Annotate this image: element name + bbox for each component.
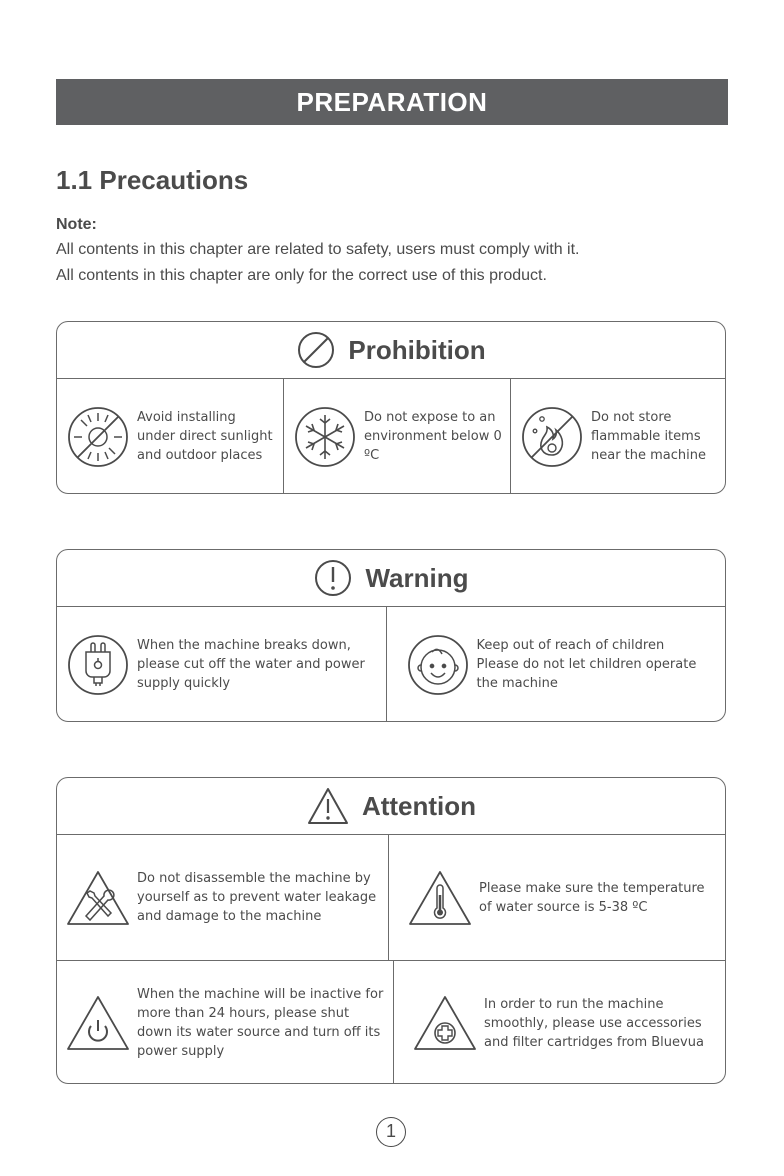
warning-header — [57, 550, 725, 607]
attention-item — [57, 961, 393, 1084]
section-title: 1.1 Precautions — [56, 165, 249, 195]
flammable-prohibited-icon — [520, 405, 584, 469]
warning-title: Warning — [365, 562, 469, 593]
note-line-2: All contents in this chapter are only for the correct use of this product. — [56, 267, 547, 284]
exclamation-icon — [313, 558, 353, 598]
warning-item — [57, 607, 386, 722]
child-face-icon — [406, 633, 470, 697]
prohibition-title: Prohibition — [348, 334, 486, 365]
attention-item — [388, 835, 725, 960]
prohibition-text-2: Do not expose to an environment below 0 ºC — [364, 410, 502, 463]
attention-title: Attention — [361, 790, 477, 821]
attention-header — [57, 778, 725, 835]
thermometer-triangle-icon — [406, 868, 474, 928]
prohibition-icon — [296, 330, 336, 370]
page-number: 1 — [376, 1117, 406, 1147]
medical-cross-triangle-icon — [411, 993, 479, 1053]
attention-text-4: In order to run the machine smoothly, please use accessories and filter cartridges from Bluevua — [484, 996, 704, 1050]
snowflake-icon — [293, 405, 357, 469]
prohibition-header — [57, 322, 725, 379]
note-line-1: All contents in this chapter are related to safety, users must comply with it. — [56, 241, 580, 258]
attention-text-3: When the machine will be inactive for more than 24 hours, please shut down its water source and turn off its power supply — [137, 987, 384, 1059]
power-triangle-icon — [64, 993, 132, 1053]
prohibition-item — [283, 379, 510, 494]
plug-icon — [66, 633, 130, 697]
prohibition-item — [57, 379, 283, 494]
prohibition-text-1: Avoid installing under direct sunlight and outdoor places — [137, 410, 273, 463]
warning-text-1: When the machine breaks down, please cut off the water and power supply quickly — [137, 638, 365, 691]
attention-item — [57, 835, 388, 960]
attention-text-1: Do not disassemble the machine by yourself as to prevent water leakage and damage to the machine — [137, 871, 377, 924]
prohibition-text-3: Do not store flammable items near the machine — [591, 410, 707, 463]
warning-triangle-icon — [306, 786, 350, 826]
sunlight-prohibited-icon — [66, 405, 130, 469]
warning-box — [56, 549, 726, 722]
attention-box — [56, 777, 726, 1084]
chapter-banner: PREPARATION — [56, 79, 728, 125]
note-label: Note: — [56, 216, 97, 233]
warning-text-2: Keep out of reach of children Please do not let children operate the machine — [476, 638, 697, 691]
warning-item — [386, 607, 726, 722]
prohibition-item — [510, 379, 726, 494]
attention-item — [393, 961, 725, 1084]
attention-text-2: Please make sure the temperature of water source is 5-38 ºC — [479, 880, 705, 915]
prohibition-box — [56, 321, 726, 494]
tools-triangle-icon — [64, 868, 132, 928]
